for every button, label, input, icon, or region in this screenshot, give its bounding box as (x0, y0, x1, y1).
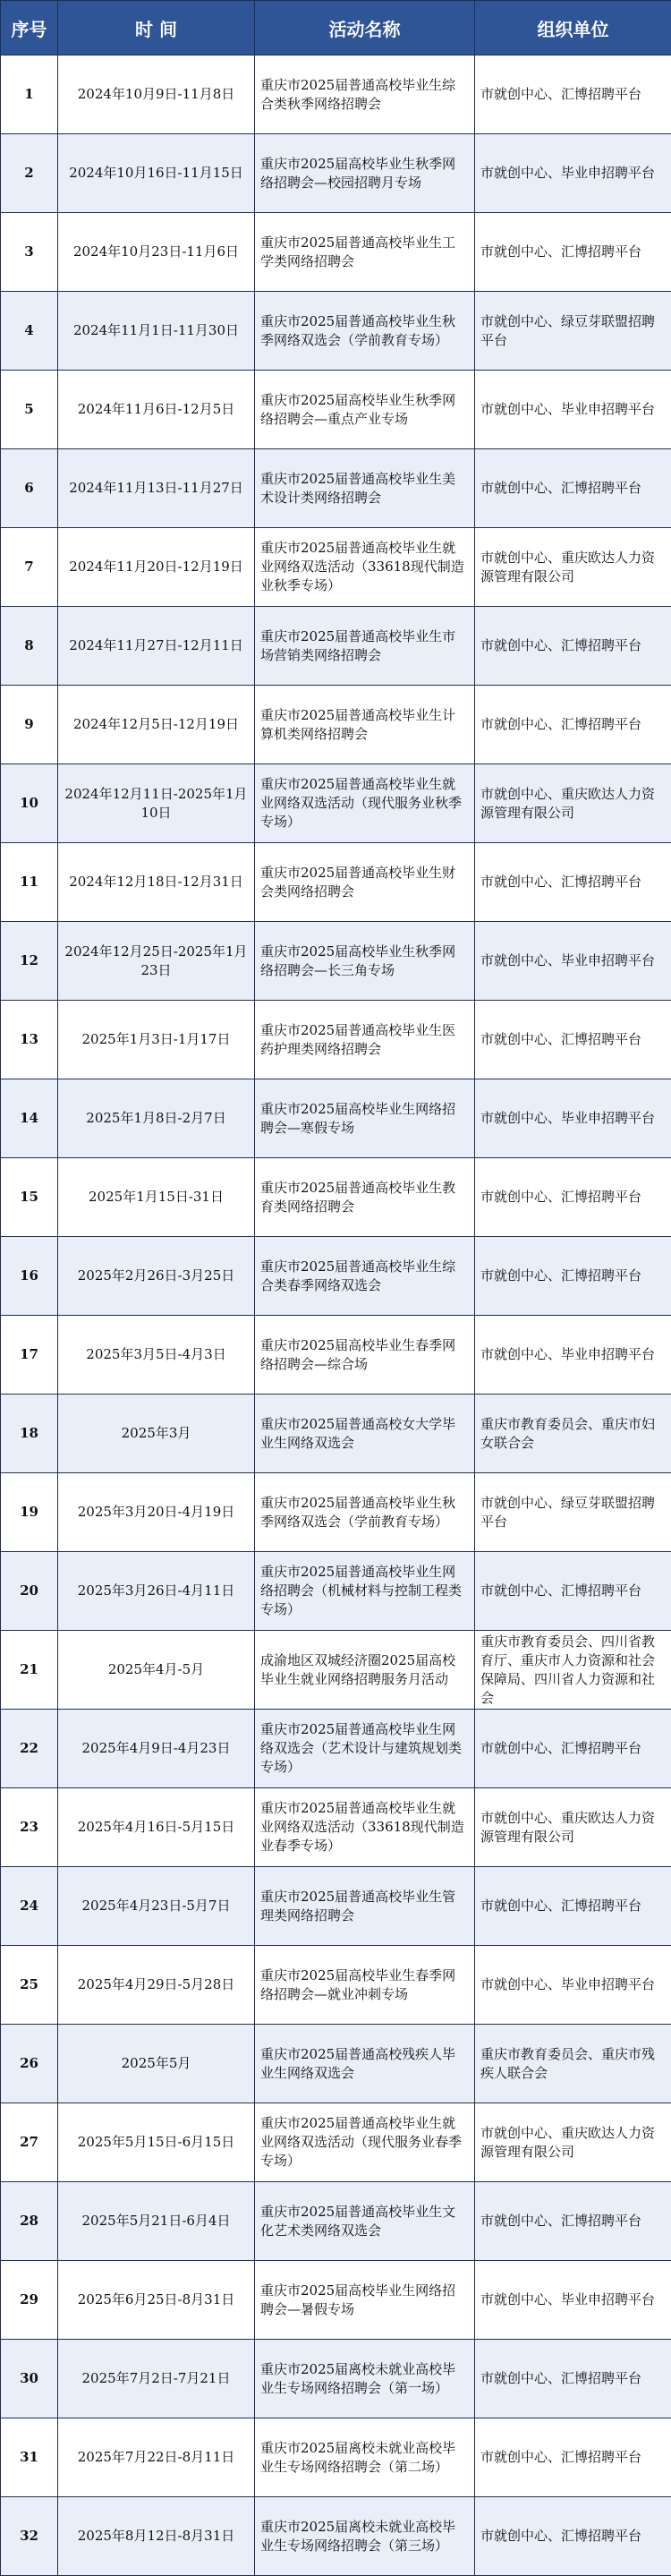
row-activity-name-cell: 重庆市2025届离校未就业高校毕业生专场网络招聘会（第一场） (255, 2340, 475, 2418)
row-activity-name-cell: 重庆市2025届离校未就业高校毕业生专场网络招聘会（第三场） (255, 2497, 475, 2576)
row-organizer-cell: 市就创中心、汇博招聘平台 (475, 1001, 671, 1079)
table-row (1, 55, 671, 134)
row-index-cell: 2 (1, 134, 58, 213)
row-organizer-cell: 市就创中心、汇博招聘平台 (475, 1710, 671, 1788)
row-organizer-cell: 市就创中心、汇博招聘平台 (475, 607, 671, 686)
row-time-cell: 2024年10月23日-11月6日 (58, 213, 255, 292)
row-time-cell: 2024年12月11日-2025年1月10日 (58, 764, 255, 843)
row-time-cell: 2025年8月12日-8月31日 (58, 2497, 255, 2576)
row-activity-name-cell: 重庆市2025届普通高校毕业生综合类春季网络双选会 (255, 1237, 475, 1316)
row-index-cell: 30 (1, 2340, 58, 2418)
header-activity-name: 活动名称 (255, 1, 475, 55)
row-organizer-cell: 市就创中心、毕业申招聘平台 (475, 371, 671, 449)
table-row (1, 1946, 671, 2025)
row-activity-name-cell: 重庆市2025届普通高校残疾人毕业生网络双选会 (255, 2025, 475, 2103)
row-time-cell: 2025年3月 (58, 1395, 255, 1473)
row-organizer-cell: 市就创中心、毕业申招聘平台 (475, 134, 671, 213)
row-organizer-cell: 市就创中心、毕业申招聘平台 (475, 1316, 671, 1395)
row-organizer-cell: 市就创中心、汇博招聘平台 (475, 1552, 671, 1631)
row-activity-name-cell: 重庆市2025届普通高校毕业生文化艺术类网络双选会 (255, 2182, 475, 2261)
table-row (1, 764, 671, 843)
row-time-cell: 2025年5月15日-6月15日 (58, 2103, 255, 2182)
row-activity-name-cell: 重庆市2025届普通高校毕业生医药护理类网络招聘会 (255, 1001, 475, 1079)
row-index-cell: 19 (1, 1473, 58, 1552)
row-activity-name-cell: 重庆市2025届普通高校毕业生计算机类网络招聘会 (255, 686, 475, 764)
row-activity-name-cell: 重庆市2025届普通高校毕业生管理类网络招聘会 (255, 1867, 475, 1946)
row-activity-name-cell: 重庆市2025届普通高校毕业生网络双选会（艺术设计与建筑规划类专场） (255, 1710, 475, 1788)
table-row (1, 922, 671, 1001)
row-organizer-cell: 市就创中心、汇博招聘平台 (475, 2418, 671, 2497)
row-index-cell: 1 (1, 55, 58, 134)
row-index-cell: 5 (1, 371, 58, 449)
row-organizer-cell: 市就创中心、重庆欧达人力资源管理有限公司 (475, 528, 671, 607)
row-index-cell: 4 (1, 292, 58, 371)
row-activity-name-cell: 重庆市2025届高校毕业生春季网络招聘会—综合场 (255, 1316, 475, 1395)
row-time-cell: 2025年5月 (58, 2025, 255, 2103)
table-row (1, 2103, 671, 2182)
row-organizer-cell: 市就创中心、汇博招聘平台 (475, 2182, 671, 2261)
row-time-cell: 2025年5月21日-6月4日 (58, 2182, 255, 2261)
row-index-cell: 29 (1, 2261, 58, 2340)
table-row (1, 1158, 671, 1237)
row-index-cell: 24 (1, 1867, 58, 1946)
row-time-cell: 2024年11月20日-12月19日 (58, 528, 255, 607)
row-activity-name-cell: 重庆市2025届普通高校毕业生就业网络双选活动（33618现代制造业秋季专场） (255, 528, 475, 607)
row-index-cell: 22 (1, 1710, 58, 1788)
row-time-cell: 2024年10月16日-11月15日 (58, 134, 255, 213)
row-organizer-cell: 重庆市教育委员会、重庆市妇女联合会 (475, 1395, 671, 1473)
row-time-cell: 2024年12月5日-12月19日 (58, 686, 255, 764)
row-index-cell: 16 (1, 1237, 58, 1316)
row-index-cell: 21 (1, 1631, 58, 1710)
header-index: 序号 (1, 1, 58, 55)
row-time-cell: 2025年4月16日-5月15日 (58, 1788, 255, 1867)
row-time-cell: 2024年12月18日-12月31日 (58, 843, 255, 922)
table-row (1, 2497, 671, 2576)
row-organizer-cell: 市就创中心、毕业申招聘平台 (475, 1946, 671, 2025)
row-time-cell: 2025年7月22日-8月11日 (58, 2418, 255, 2497)
row-index-cell: 13 (1, 1001, 58, 1079)
row-index-cell: 26 (1, 2025, 58, 2103)
row-organizer-cell: 市就创中心、汇博招聘平台 (475, 1237, 671, 1316)
table-row (1, 2182, 671, 2261)
row-index-cell: 28 (1, 2182, 58, 2261)
header-time: 时 间 (58, 1, 255, 55)
row-activity-name-cell: 重庆市2025届高校毕业生秋季网络招聘会—重点产业专场 (255, 371, 475, 449)
row-activity-name-cell: 重庆市2025届普通高校毕业生就业网络双选活动（33618现代制造业春季专场） (255, 1788, 475, 1867)
row-index-cell: 7 (1, 528, 58, 607)
table-row (1, 1473, 671, 1552)
row-time-cell: 2025年1月3日-1月17日 (58, 1001, 255, 1079)
row-time-cell: 2024年10月9日-11月8日 (58, 55, 255, 134)
table-row (1, 1867, 671, 1946)
table-body (1, 55, 671, 2576)
row-organizer-cell: 市就创中心、毕业申招聘平台 (475, 922, 671, 1001)
row-time-cell: 2025年7月2日-7月21日 (58, 2340, 255, 2418)
table-row (1, 843, 671, 922)
row-activity-name-cell: 重庆市2025届普通高校毕业生就业网络双选活动（现代服务业春季专场） (255, 2103, 475, 2182)
row-time-cell: 2024年11月27日-12月11日 (58, 607, 255, 686)
row-organizer-cell: 市就创中心、重庆欧达人力资源管理有限公司 (475, 2103, 671, 2182)
row-index-cell: 3 (1, 213, 58, 292)
row-organizer-cell: 市就创中心、汇博招聘平台 (475, 213, 671, 292)
row-index-cell: 10 (1, 764, 58, 843)
table-row (1, 1631, 671, 1710)
table-row (1, 292, 671, 371)
row-time-cell: 2024年11月13日-11月27日 (58, 449, 255, 528)
row-organizer-cell: 市就创中心、重庆欧达人力资源管理有限公司 (475, 764, 671, 843)
row-index-cell: 9 (1, 686, 58, 764)
row-activity-name-cell: 重庆市2025届普通高校毕业生教育类网络招聘会 (255, 1158, 475, 1237)
row-index-cell: 20 (1, 1552, 58, 1631)
table-row (1, 2340, 671, 2418)
row-organizer-cell: 市就创中心、汇博招聘平台 (475, 843, 671, 922)
row-organizer-cell: 重庆市教育委员会、重庆市残疾人联合会 (475, 2025, 671, 2103)
row-time-cell: 2025年2月26日-3月25日 (58, 1237, 255, 1316)
table-row (1, 449, 671, 528)
row-organizer-cell: 市就创中心、汇博招聘平台 (475, 55, 671, 134)
row-organizer-cell: 市就创中心、汇博招聘平台 (475, 449, 671, 528)
row-activity-name-cell: 重庆市2025届离校未就业高校毕业生专场网络招聘会（第二场） (255, 2418, 475, 2497)
table-row (1, 134, 671, 213)
row-index-cell: 14 (1, 1079, 58, 1158)
row-time-cell: 2025年1月15日-31日 (58, 1158, 255, 1237)
row-organizer-cell: 市就创中心、绿豆芽联盟招聘平台 (475, 292, 671, 371)
row-time-cell: 2025年4月29日-5月28日 (58, 1946, 255, 2025)
table-row (1, 1316, 671, 1395)
row-time-cell: 2025年1月8日-2月7日 (58, 1079, 255, 1158)
row-index-cell: 6 (1, 449, 58, 528)
row-organizer-cell: 市就创中心、汇博招聘平台 (475, 1867, 671, 1946)
row-index-cell: 18 (1, 1395, 58, 1473)
row-activity-name-cell: 重庆市2025届普通高校毕业生市场营销类网络招聘会 (255, 607, 475, 686)
table-row (1, 607, 671, 686)
row-activity-name-cell: 重庆市2025届普通高校女大学毕业生网络双选会 (255, 1395, 475, 1473)
row-time-cell: 2024年11月6日-12月5日 (58, 371, 255, 449)
row-time-cell: 2025年4月9日-4月23日 (58, 1710, 255, 1788)
row-time-cell: 2025年4月-5月 (58, 1631, 255, 1710)
table-row (1, 2261, 671, 2340)
row-index-cell: 23 (1, 1788, 58, 1867)
row-activity-name-cell: 重庆市2025届普通高校毕业生秋季网络双选会（学前教育专场） (255, 292, 475, 371)
table-row (1, 1552, 671, 1631)
row-organizer-cell: 市就创中心、汇博招聘平台 (475, 1158, 671, 1237)
row-activity-name-cell: 重庆市2025届高校毕业生网络招聘会—暑假专场 (255, 2261, 475, 2340)
row-organizer-cell: 市就创中心、毕业申招聘平台 (475, 2261, 671, 2340)
row-index-cell: 27 (1, 2103, 58, 2182)
table-row (1, 1237, 671, 1316)
row-organizer-cell: 市就创中心、汇博招聘平台 (475, 686, 671, 764)
table-row (1, 2418, 671, 2497)
table-row (1, 213, 671, 292)
row-activity-name-cell: 重庆市2025届普通高校毕业生工学类网络招聘会 (255, 213, 475, 292)
row-activity-name-cell: 重庆市2025届普通高校毕业生就业网络双选活动（现代服务业秋季专场） (255, 764, 475, 843)
table-row (1, 686, 671, 764)
row-activity-name-cell: 重庆市2025届普通高校毕业生网络招聘会（机械材料与控制工程类专场） (255, 1552, 475, 1631)
row-organizer-cell: 市就创中心、汇博招聘平台 (475, 2497, 671, 2576)
row-index-cell: 15 (1, 1158, 58, 1237)
header-organizer: 组织单位 (475, 1, 671, 55)
table-row (1, 1788, 671, 1867)
row-organizer-cell: 市就创中心、汇博招聘平台 (475, 2340, 671, 2418)
row-time-cell: 2024年12月25日-2025年1月23日 (58, 922, 255, 1001)
row-time-cell: 2025年3月20日-4月19日 (58, 1473, 255, 1552)
row-index-cell: 31 (1, 2418, 58, 2497)
row-activity-name-cell: 成渝地区双城经济圈2025届高校毕业生就业网络招聘服务月活动 (255, 1631, 475, 1710)
row-index-cell: 11 (1, 843, 58, 922)
table-row (1, 1079, 671, 1158)
row-activity-name-cell: 重庆市2025届普通高校毕业生综合类秋季网络招聘会 (255, 55, 475, 134)
row-activity-name-cell: 重庆市2025届高校毕业生网络招聘会—寒假专场 (255, 1079, 475, 1158)
row-time-cell: 2025年6月25日-8月31日 (58, 2261, 255, 2340)
row-index-cell: 25 (1, 1946, 58, 2025)
row-activity-name-cell: 重庆市2025届高校毕业生春季网络招聘会—就业冲刺专场 (255, 1946, 475, 2025)
row-time-cell: 2025年3月5日-4月3日 (58, 1316, 255, 1395)
row-index-cell: 32 (1, 2497, 58, 2576)
table-row (1, 371, 671, 449)
row-organizer-cell: 重庆市教育委员会、四川省教育厅、重庆市人力资源和社会保障局、四川省人力资源和社会 (475, 1631, 671, 1710)
row-time-cell: 2025年4月23日-5月7日 (58, 1867, 255, 1946)
row-activity-name-cell: 重庆市2025届普通高校毕业生秋季网络双选会（学前教育专场） (255, 1473, 475, 1552)
table-row (1, 2025, 671, 2103)
row-organizer-cell: 市就创中心、重庆欧达人力资源管理有限公司 (475, 1788, 671, 1867)
row-organizer-cell: 市就创中心、绿豆芽联盟招聘平台 (475, 1473, 671, 1552)
row-index-cell: 12 (1, 922, 58, 1001)
row-activity-name-cell: 重庆市2025届高校毕业生秋季网络招聘会—长三角专场 (255, 922, 475, 1001)
row-time-cell: 2024年11月1日-11月30日 (58, 292, 255, 371)
row-activity-name-cell: 重庆市2025届普通高校毕业生美术设计类网络招聘会 (255, 449, 475, 528)
row-activity-name-cell: 重庆市2025届高校毕业生秋季网络招聘会—校园招聘月专场 (255, 134, 475, 213)
table-row (1, 1395, 671, 1473)
row-activity-name-cell: 重庆市2025届普通高校毕业生财会类网络招聘会 (255, 843, 475, 922)
table-row (1, 1710, 671, 1788)
row-index-cell: 17 (1, 1316, 58, 1395)
row-time-cell: 2025年3月26日-4月11日 (58, 1552, 255, 1631)
table-header-row (1, 1, 671, 55)
row-index-cell: 8 (1, 607, 58, 686)
table-row (1, 528, 671, 607)
table-row (1, 1001, 671, 1079)
row-organizer-cell: 市就创中心、毕业申招聘平台 (475, 1079, 671, 1158)
